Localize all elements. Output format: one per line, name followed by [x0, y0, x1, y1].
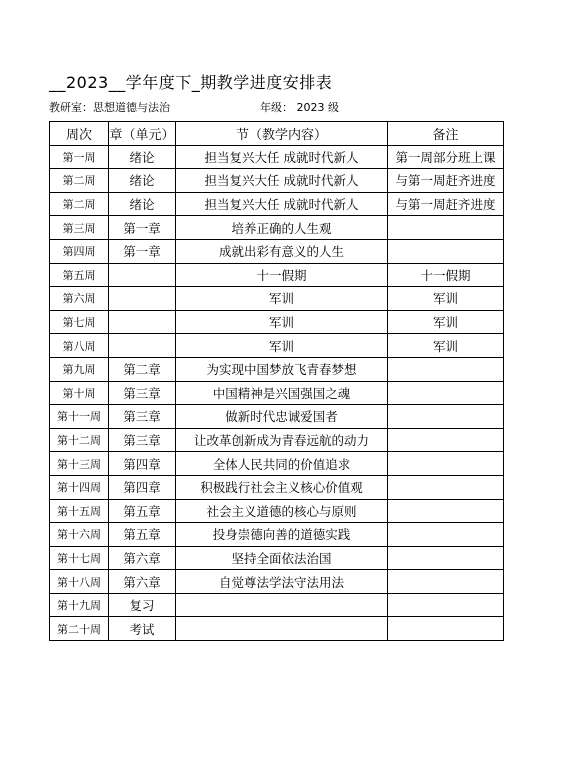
header-note: 备注	[388, 122, 504, 146]
table-row	[50, 405, 504, 429]
week-cell: 第二十周	[50, 617, 109, 641]
content-cell: 做新时代忠诚爱国者	[176, 405, 388, 429]
content-cell: 担当复兴大任 成就时代新人	[176, 169, 388, 193]
week-cell: 第一周	[50, 145, 109, 169]
table-row	[50, 523, 504, 547]
table-row	[50, 310, 504, 334]
note-cell	[388, 475, 504, 499]
week-cell: 第十六周	[50, 523, 109, 547]
week-cell: 第五周	[50, 263, 109, 287]
content-cell: 让改革创新成为青春远航的动力	[176, 428, 388, 452]
table-header-row	[50, 122, 504, 146]
grade-label: 年级： 2023 级	[260, 101, 339, 114]
header-content: 节（教学内容）	[176, 122, 388, 146]
chapter-cell: 第一章	[109, 239, 176, 263]
chapter-cell: 第四章	[109, 452, 176, 476]
note-cell	[388, 357, 504, 381]
chapter-cell: 第二章	[109, 357, 176, 381]
week-cell: 第九周	[50, 357, 109, 381]
content-cell: 全体人民共同的价值追求	[176, 452, 388, 476]
chapter-cell: 复习	[109, 593, 176, 617]
content-cell: 培养正确的人生观	[176, 216, 388, 240]
content-cell: 担当复兴大任 成就时代新人	[176, 145, 388, 169]
note-cell: 与第一周赶齐进度	[388, 169, 504, 193]
table-row	[50, 145, 504, 169]
chapter-cell	[109, 287, 176, 311]
content-cell: 十一假期	[176, 263, 388, 287]
note-cell	[388, 428, 504, 452]
chapter-cell	[109, 334, 176, 358]
content-cell: 积极践行社会主义核心价值观	[176, 475, 388, 499]
content-cell: 坚持全面依法治国	[176, 546, 388, 570]
table-row	[50, 428, 504, 452]
week-cell: 第十四周	[50, 475, 109, 499]
chapter-cell: 绪论	[109, 145, 176, 169]
table-row	[50, 169, 504, 193]
note-cell	[388, 570, 504, 594]
header-week: 周次	[50, 122, 109, 146]
chapter-cell: 第三章	[109, 428, 176, 452]
week-cell: 第十七周	[50, 546, 109, 570]
week-cell: 第十八周	[50, 570, 109, 594]
document-title: __2023__学年度下_期教学进度安排表	[49, 73, 333, 92]
content-cell: 军训	[176, 287, 388, 311]
week-cell: 第八周	[50, 334, 109, 358]
note-cell	[388, 523, 504, 547]
note-cell	[388, 381, 504, 405]
schedule-body	[50, 145, 504, 640]
chapter-cell	[109, 310, 176, 334]
table-row	[50, 617, 504, 641]
content-cell: 中国精神是兴国强国之魂	[176, 381, 388, 405]
table-row	[50, 593, 504, 617]
table-row	[50, 381, 504, 405]
note-cell	[388, 452, 504, 476]
chapter-cell: 第四章	[109, 475, 176, 499]
table-row	[50, 334, 504, 358]
note-cell	[388, 546, 504, 570]
chapter-cell: 第一章	[109, 216, 176, 240]
note-cell	[388, 499, 504, 523]
week-cell: 第三周	[50, 216, 109, 240]
table-row	[50, 287, 504, 311]
table-row	[50, 263, 504, 287]
note-cell: 军训	[388, 334, 504, 358]
content-cell: 担当复兴大任 成就时代新人	[176, 192, 388, 216]
table-row	[50, 499, 504, 523]
week-cell: 第十二周	[50, 428, 109, 452]
content-cell: 自觉尊法学法守法用法	[176, 570, 388, 594]
table-row	[50, 192, 504, 216]
note-cell: 第一周部分班上课	[388, 145, 504, 169]
content-cell	[176, 617, 388, 641]
chapter-cell: 考试	[109, 617, 176, 641]
note-cell	[388, 593, 504, 617]
note-cell: 与第一周赶齐进度	[388, 192, 504, 216]
chapter-cell: 第五章	[109, 499, 176, 523]
table-row	[50, 452, 504, 476]
chapter-cell: 第五章	[109, 523, 176, 547]
note-cell: 军训	[388, 310, 504, 334]
content-cell: 军训	[176, 334, 388, 358]
week-cell: 第四周	[50, 239, 109, 263]
content-cell: 成就出彩有意义的人生	[176, 239, 388, 263]
content-cell: 军训	[176, 310, 388, 334]
note-cell	[388, 239, 504, 263]
note-cell: 十一假期	[388, 263, 504, 287]
week-cell: 第十周	[50, 381, 109, 405]
content-cell	[176, 593, 388, 617]
content-cell: 社会主义道德的核心与原则	[176, 499, 388, 523]
week-cell: 第二周	[50, 169, 109, 193]
week-cell: 第二周	[50, 192, 109, 216]
week-cell: 第十一周	[50, 405, 109, 429]
note-cell	[388, 617, 504, 641]
chapter-cell: 第三章	[109, 381, 176, 405]
department-label: 教研室：思想道德与法治	[49, 101, 170, 114]
week-cell: 第十三周	[50, 452, 109, 476]
week-cell: 第十五周	[50, 499, 109, 523]
chapter-cell: 绪论	[109, 192, 176, 216]
note-cell: 军训	[388, 287, 504, 311]
schedule-table	[49, 121, 504, 641]
table-row	[50, 216, 504, 240]
content-cell: 投身崇德向善的道德实践	[176, 523, 388, 547]
chapter-cell: 第三章	[109, 405, 176, 429]
chapter-cell	[109, 263, 176, 287]
table-row	[50, 546, 504, 570]
week-cell: 第六周	[50, 287, 109, 311]
chapter-cell: 第六章	[109, 546, 176, 570]
table-row	[50, 570, 504, 594]
table-row	[50, 239, 504, 263]
week-cell: 第七周	[50, 310, 109, 334]
header-chapter: 章（单元）	[109, 122, 176, 146]
content-cell: 为实现中国梦放飞青春梦想	[176, 357, 388, 381]
chapter-cell: 绪论	[109, 169, 176, 193]
note-cell	[388, 405, 504, 429]
week-cell: 第十九周	[50, 593, 109, 617]
table-row	[50, 475, 504, 499]
chapter-cell: 第六章	[109, 570, 176, 594]
table-row	[50, 357, 504, 381]
note-cell	[388, 216, 504, 240]
